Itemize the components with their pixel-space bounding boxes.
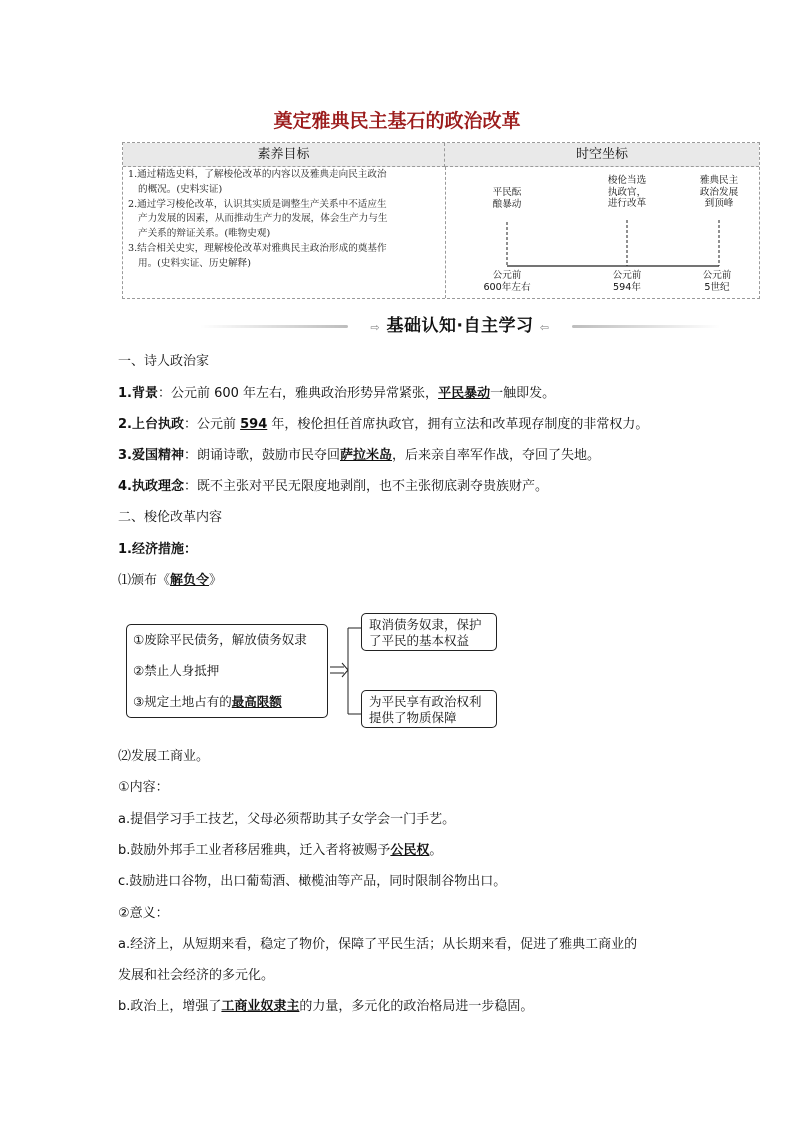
band-line-left xyxy=(200,325,348,328)
table-header-goals: 素养目标 xyxy=(123,143,445,167)
section-heading-band xyxy=(200,314,720,338)
timeline xyxy=(447,168,759,298)
line-meaning-a: a.经济上，从短期来看，稳定了物价，保障了平民生活；从长期来看，促进了雅典工商业的 xyxy=(118,937,638,952)
line-meaning-a-cont: 发展和社会经济的多元化。 xyxy=(118,968,275,983)
line-content-c: c.鼓励进口谷物，出口葡萄酒、橄榄油等产品，同时限制谷物出口。 xyxy=(118,874,507,889)
text: ：公元前 600 年左右，雅典政治形势异常紧张， xyxy=(157,386,439,401)
measure-item: ①废除平民债务，解放债务奴隶 xyxy=(133,632,307,647)
label: 4.执政理念 xyxy=(118,479,184,494)
label: 1.背景 xyxy=(118,386,158,401)
timeline-date: 公元前 594年 xyxy=(612,270,642,293)
diagram-connector xyxy=(328,625,364,717)
text: ：公元前 xyxy=(183,417,241,432)
table-divider xyxy=(445,167,446,298)
goal-line: 用。(史料实证、历史解释) xyxy=(138,257,252,269)
paragraph-patriotism xyxy=(118,446,600,466)
text: 的力量，多元化的政治格局进一步稳固。 xyxy=(299,999,534,1014)
line-commerce: ⑵发展工商业。 xyxy=(118,749,210,764)
measure-item xyxy=(133,693,282,711)
text: ③规定土地占有的 xyxy=(133,694,232,709)
effect-box-rights: 取消债务奴隶，保护了平民的基本权益 xyxy=(361,613,497,651)
text: b.鼓励外邦手工业者移居雅典，迁入者将被赐予 xyxy=(118,843,391,858)
goals-table xyxy=(122,142,760,299)
goal-line: 3.结合相关史实，理解梭伦改革对雅典民主政治形成的奠基作 xyxy=(128,242,387,254)
paragraph-take-office xyxy=(118,415,648,435)
text: ，后来亲自率军作战，夺回了失地。 xyxy=(392,448,601,463)
page-title: 奠定雅典民主基石的政治改革 xyxy=(273,110,521,132)
goal-line: 的概况。(史料实证) xyxy=(138,183,223,195)
goal-line: 2.通过学习梭伦改革，认识其实质是调整生产关系中不适应生 xyxy=(128,198,387,210)
line-decree xyxy=(118,571,222,591)
label: 3.爱国精神 xyxy=(118,448,184,463)
double-arrow-icon xyxy=(342,663,348,677)
text: ：既不主张对平民无限度地剥削，也不主张彻底剥夺贵族财产。 xyxy=(183,479,548,494)
line-content-a: a.提倡学习手工技艺，父母必须帮助其子女学会一门手艺。 xyxy=(118,812,456,827)
timeline-date: 公元前 5世纪 xyxy=(702,270,732,293)
key-term: 最高限额 xyxy=(231,694,282,709)
key-term: 工商业奴隶主 xyxy=(221,999,300,1014)
line-content-b xyxy=(118,841,442,861)
paragraph-governing-philosophy xyxy=(118,477,548,497)
label: 2.上台执政 xyxy=(118,417,184,432)
line-meaning-b xyxy=(118,997,533,1017)
key-term: 594 xyxy=(240,417,268,432)
text: 》 xyxy=(209,573,223,588)
timeline-event-top: 平民酝 酿暴动 xyxy=(492,187,522,210)
text: ：朗诵诗歌，鼓励市民夺回 xyxy=(183,448,340,463)
text: ⑴颁布《 xyxy=(118,573,171,588)
paragraph-background xyxy=(118,384,555,404)
line-content-heading: ①内容： xyxy=(118,780,169,795)
heading-poet-statesman: 一、诗人政治家 xyxy=(118,354,210,369)
measure-item: ②禁止人身抵押 xyxy=(133,663,220,678)
text: 一触即发。 xyxy=(490,386,556,401)
goal-line: 产关系的辩证关系。(唯物史观) xyxy=(138,228,271,240)
band-line-right xyxy=(572,325,720,328)
goal-line: 1.通过精选史料，了解梭伦改革的内容以及雅典走向民主政治 xyxy=(128,169,387,180)
heading-reform-content: 二、梭伦改革内容 xyxy=(118,510,223,525)
key-term: 平民暴动 xyxy=(438,386,491,401)
timeline-event-top: 梭伦当选 执政官， 进行改革 xyxy=(607,175,647,209)
text: 。 xyxy=(429,843,443,858)
key-term: 萨拉米岛 xyxy=(340,448,393,463)
timeline-event-top: 雅典民主 政治发展 到顶峰 xyxy=(699,175,739,209)
section-heading xyxy=(350,314,570,340)
key-term: 公民权 xyxy=(390,843,430,858)
text: b.政治上，增强了 xyxy=(118,999,222,1014)
table-header-timeline: 时空坐标 xyxy=(445,143,759,167)
timeline-date: 公元前 600年左右 xyxy=(483,270,531,293)
text: 年，梭伦担任首席执政官，拥有立法和改革现存制度的非常权力。 xyxy=(267,417,649,432)
arrow-right-icon: ⇨ xyxy=(370,321,381,334)
heading-economic-measures: 1.经济措施： xyxy=(118,542,197,557)
section-heading-text: 基础认知·自主学习 xyxy=(386,316,534,336)
key-term: 解负令 xyxy=(170,573,210,588)
measures-box xyxy=(126,624,328,718)
arrow-left-icon: ⇦ xyxy=(539,321,550,334)
goals-list xyxy=(128,168,442,272)
effect-box-political: 为平民享有政治权利提供了物质保障 xyxy=(361,690,497,728)
goal-line: 产力发展的因素，从而推动生产力的发展，体会生产力与生 xyxy=(138,213,388,225)
line-meaning-heading: ②意义： xyxy=(118,906,169,921)
